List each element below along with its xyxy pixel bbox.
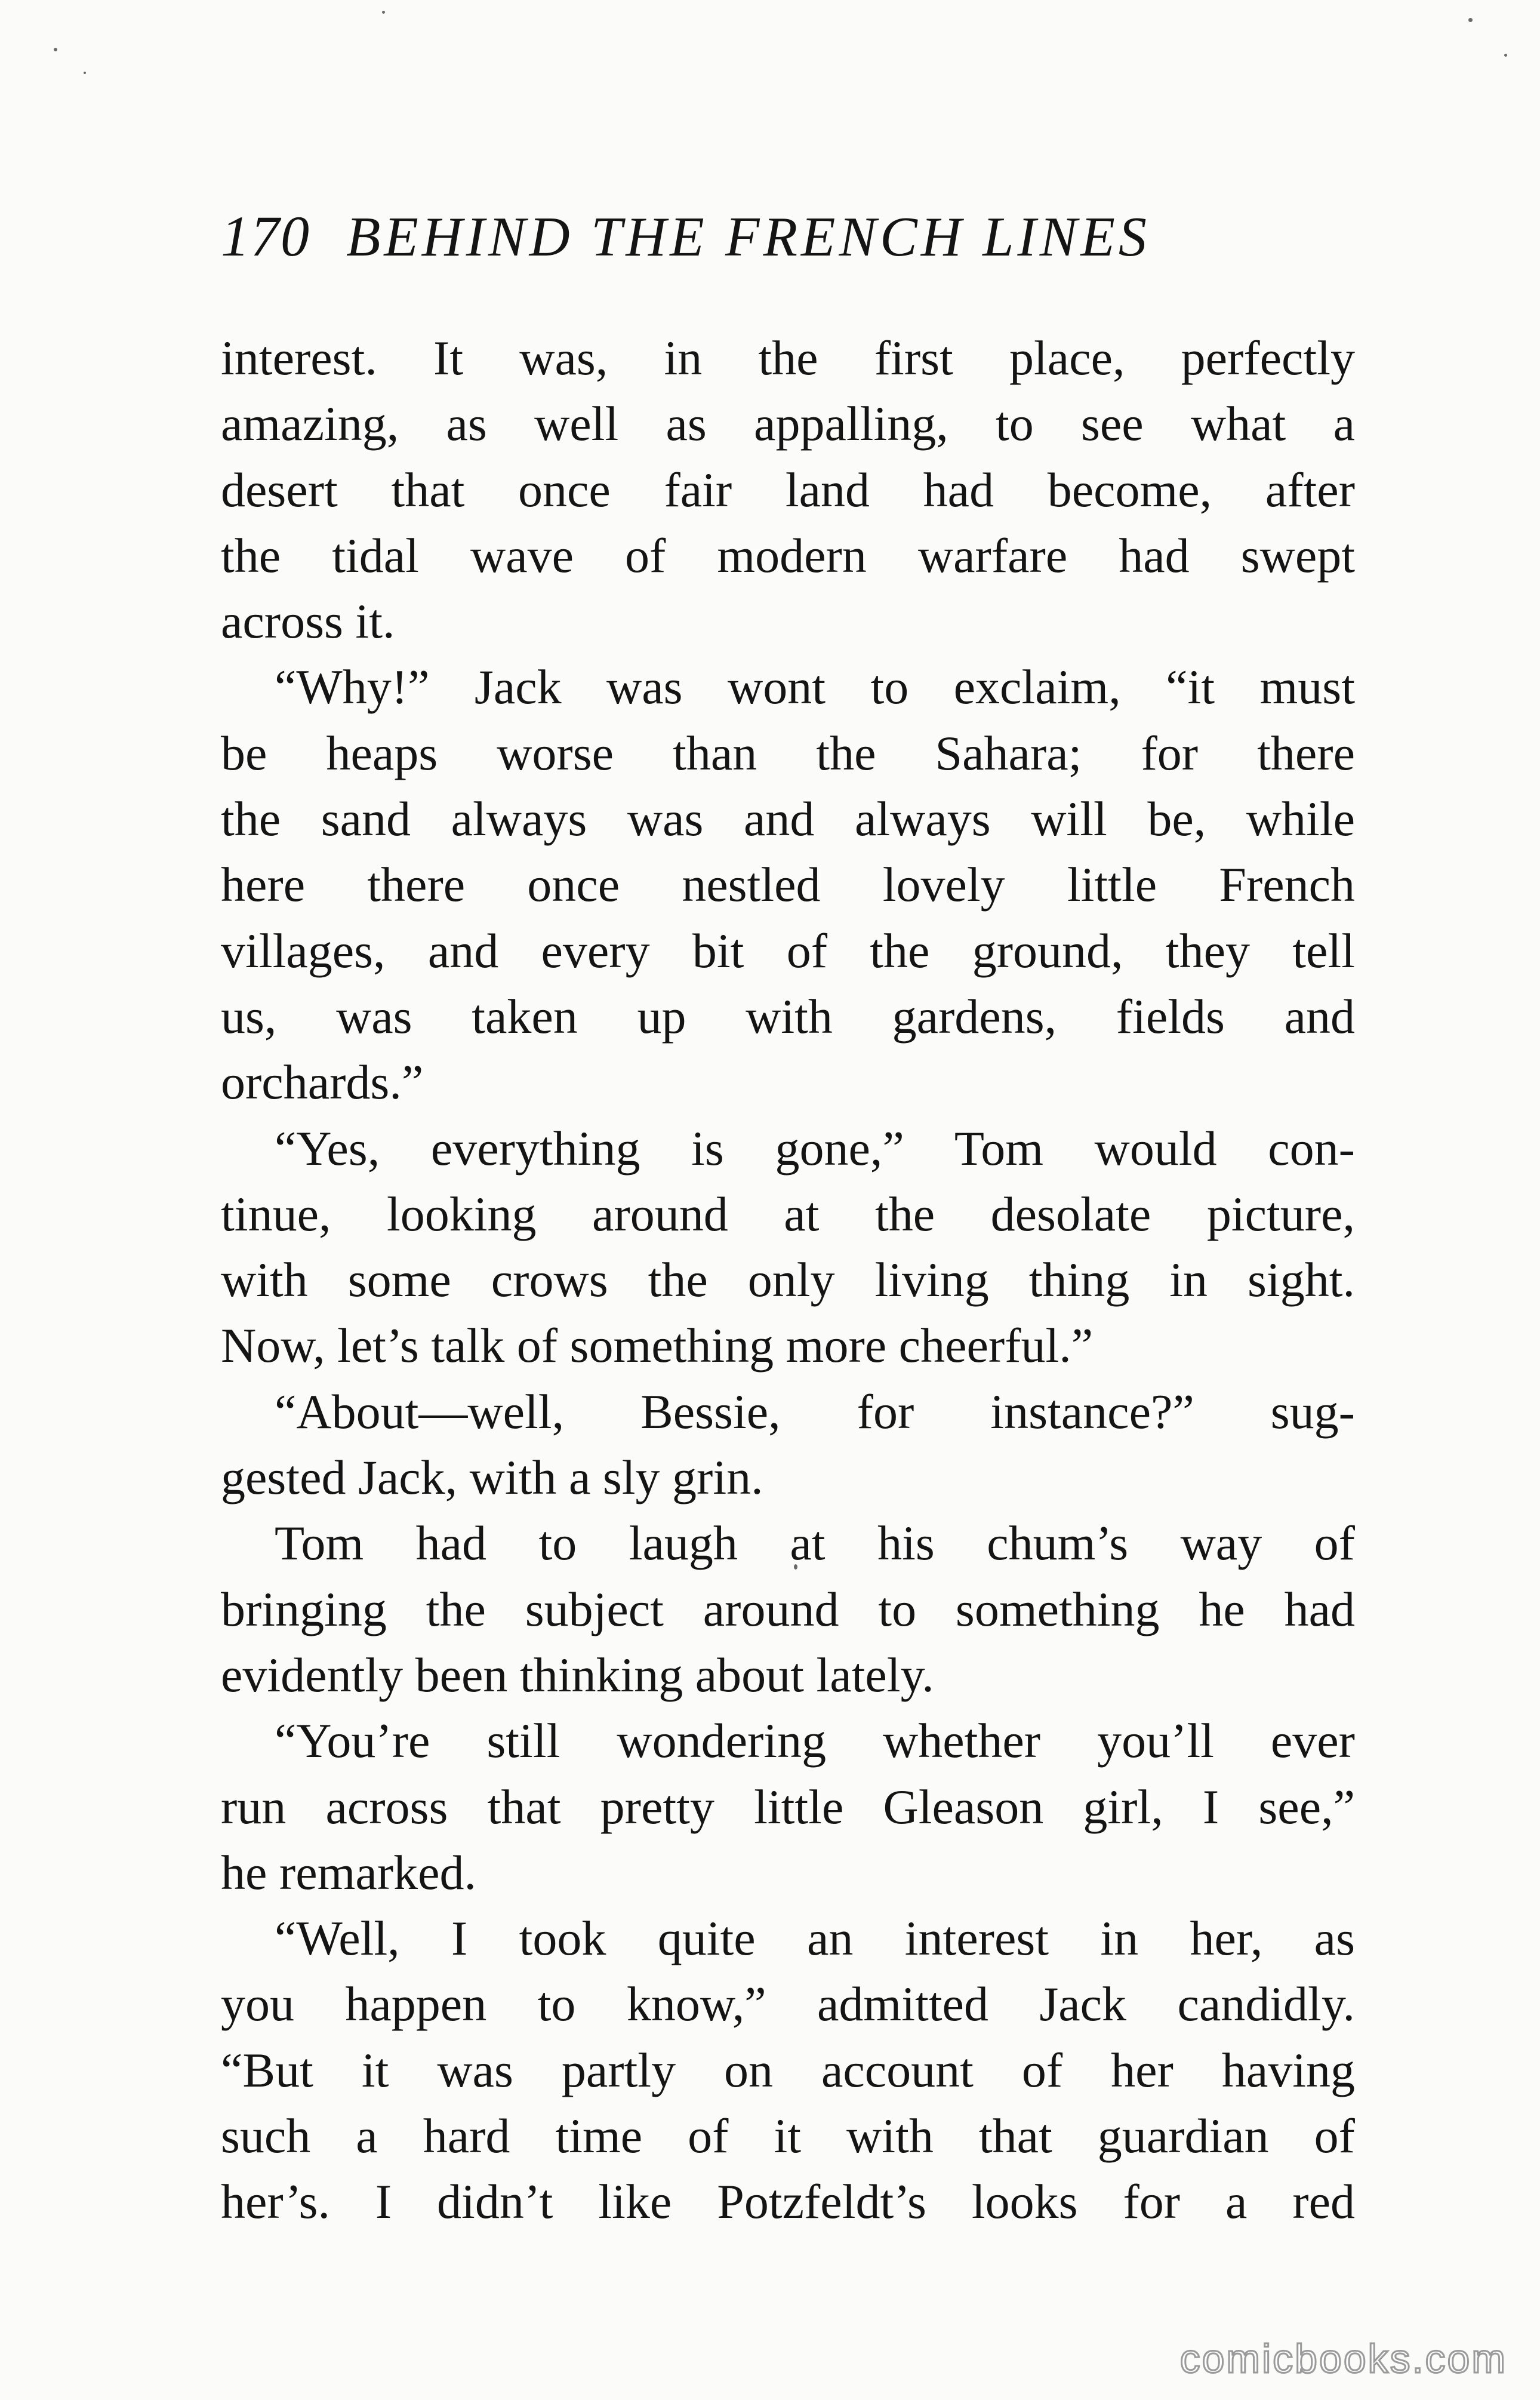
text-line: here there once nestled lovely little French (221, 857, 1355, 912)
text-line: gested Jack, with a sly grin. (221, 1450, 763, 1505)
text-line: “You’re still wondering whether you’ll ever (275, 1713, 1355, 1768)
scan-speck (1504, 54, 1507, 57)
running-title: BEHIND THE FRENCH LINES (346, 206, 1150, 268)
scan-speck (84, 72, 86, 74)
text-line: Tom had to laugh at his chum’s way of (275, 1516, 1355, 1571)
page-number: 170 (221, 204, 310, 268)
text-line: the tidal wave of modern warfare had swept (221, 528, 1355, 583)
text-line: you happen to know,” admitted Jack candidly. (221, 1977, 1355, 2032)
text-line: amazing, as well as appalling, to see what a (221, 396, 1355, 451)
text-line: tinue, looking around at the desolate picture, (221, 1186, 1355, 1241)
text-line: us, was taken up with gardens, fields and (221, 989, 1355, 1044)
scan-speck (1468, 18, 1473, 22)
text-line: “But it was partly on account of her having (221, 2042, 1355, 2097)
scan-speck (382, 11, 385, 14)
text-line: her’s. I didn’t like Potzfeldt’s looks for a red (221, 2174, 1355, 2229)
text-line: evidently been thinking about lately. (221, 1647, 934, 1702)
text-line: he remarked. (221, 1845, 476, 1900)
text-line: villages, and every bit of the ground, they tell (221, 923, 1355, 978)
page-header (221, 203, 1355, 281)
text-line: across it. (221, 594, 395, 649)
text-line: “Yes, everything is gone,” Tom would con- (275, 1121, 1355, 1176)
text-line: orchards.” (221, 1055, 424, 1110)
text-line: bringing the subject around to something he had (221, 1581, 1355, 1636)
text-line: “Why!” Jack was wont to exclaim, “it must (275, 660, 1355, 715)
text-line: the sand always was and always will be, while (221, 792, 1355, 847)
text-line: be heaps worse than the Sahara; for there (221, 725, 1355, 780)
text-line: desert that once fair land had become, after (221, 462, 1355, 517)
text-line: with some crows the only living thing in sight. (221, 1253, 1355, 1307)
text-line: “About—well, Bessie, for instance?” sug- (275, 1384, 1355, 1439)
scan-speck (54, 48, 57, 51)
body-text (221, 325, 1355, 2235)
text-line: interest. It was, in the first place, perfectly (221, 331, 1355, 385)
text-line: Now, let’s talk of something more cheerful.” (221, 1318, 1094, 1373)
text-line: run across that pretty little Gleason girl, I see,” (221, 1779, 1355, 1834)
text-line: “Well, I took quite an interest in her, as (275, 1911, 1355, 1966)
watermark: comicbooks.com (1179, 2336, 1507, 2381)
text-line: such a hard time of it with that guardian of (221, 2109, 1355, 2164)
